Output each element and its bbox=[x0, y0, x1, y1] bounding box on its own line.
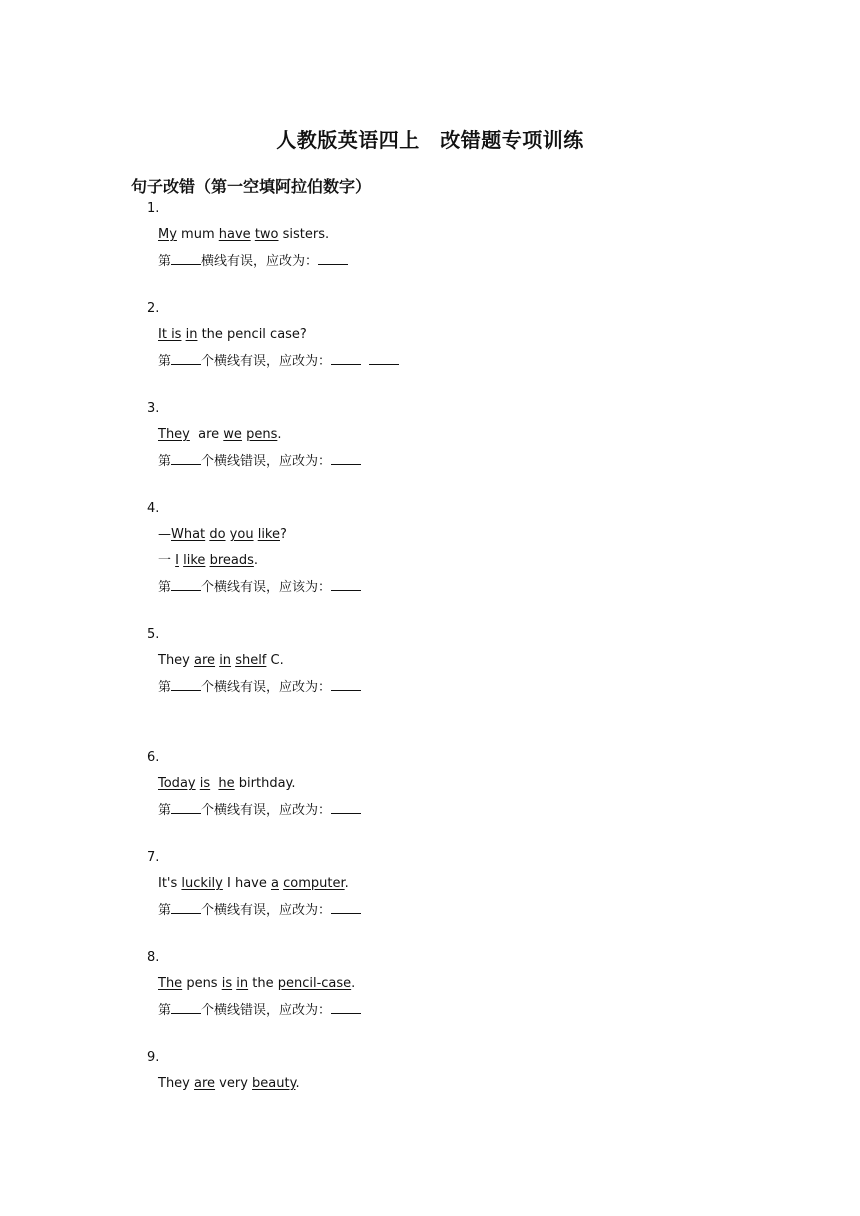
answer-prompt bbox=[158, 252, 348, 270]
correction-blank[interactable] bbox=[331, 1001, 361, 1014]
answer-instruction: 个横线有误，应改为： bbox=[201, 903, 332, 918]
answer-prompt bbox=[158, 1001, 361, 1019]
underlined-word: have bbox=[218, 227, 251, 242]
question-item bbox=[147, 500, 361, 596]
answer-instruction: 个横线有误，应改为： bbox=[201, 680, 332, 695]
underlined-word: luckily bbox=[181, 876, 223, 891]
question-number: 7. bbox=[147, 850, 160, 865]
sentence-text: . bbox=[344, 876, 349, 891]
sentence-line bbox=[158, 326, 399, 344]
answer-prompt bbox=[158, 901, 361, 919]
question-item bbox=[147, 400, 361, 470]
sentence-text: the bbox=[248, 976, 278, 991]
underlined-word: pencil-case bbox=[277, 976, 352, 991]
underlined-word: The bbox=[158, 976, 183, 991]
underlined-word: My bbox=[158, 227, 177, 242]
sentence-line bbox=[158, 975, 361, 993]
line-number-blank[interactable] bbox=[171, 678, 201, 691]
correction-blank[interactable] bbox=[331, 578, 361, 591]
question-number: 1. bbox=[147, 201, 160, 216]
sentence-text: the pencil case? bbox=[197, 327, 307, 342]
sentence-line bbox=[158, 552, 361, 570]
answer-prefix: 第 bbox=[158, 454, 172, 469]
question-item bbox=[147, 949, 361, 1019]
line-number-blank[interactable] bbox=[171, 801, 201, 814]
sentence-line bbox=[158, 652, 361, 670]
answer-prefix: 第 bbox=[158, 680, 172, 695]
underlined-word: in bbox=[219, 653, 232, 668]
underlined-word: in bbox=[185, 327, 198, 342]
sentence-line bbox=[158, 226, 348, 244]
answer-instruction: 个横线有误，应改为： bbox=[201, 803, 332, 818]
sentence-text: They bbox=[158, 653, 195, 668]
answer-instruction: 个横线错误，应改为： bbox=[201, 1003, 332, 1018]
underlined-word: I bbox=[175, 553, 179, 568]
underlined-word: They bbox=[158, 427, 190, 442]
underlined-word: breads bbox=[209, 553, 254, 568]
answer-prefix: 第 bbox=[158, 803, 172, 818]
question-number: 6. bbox=[147, 750, 160, 765]
underlined-word: you bbox=[229, 527, 254, 542]
answer-prompt bbox=[158, 678, 361, 696]
sentence-line bbox=[158, 426, 361, 444]
question-item bbox=[147, 849, 361, 919]
sentence-line bbox=[158, 875, 361, 893]
sentence-text: 一 bbox=[158, 553, 176, 568]
question-number: 9. bbox=[147, 1050, 160, 1065]
sentence-text: mum bbox=[176, 227, 219, 242]
answer-prompt bbox=[158, 452, 361, 470]
answer-prompt bbox=[158, 801, 361, 819]
underlined-word: like bbox=[183, 553, 206, 568]
question-number: 2. bbox=[147, 301, 160, 316]
underlined-word: are bbox=[194, 653, 216, 668]
question-item bbox=[147, 200, 348, 270]
underlined-word: we bbox=[223, 427, 242, 442]
correction-blank[interactable] bbox=[331, 452, 361, 465]
sentence-text: are bbox=[189, 427, 224, 442]
underlined-word: It is bbox=[158, 327, 182, 342]
underlined-word: beauty bbox=[252, 1076, 296, 1091]
answer-prefix: 第 bbox=[158, 580, 172, 595]
sentence-text: . bbox=[253, 553, 259, 568]
sentence-text: C. bbox=[266, 653, 284, 668]
sentence-text: sisters. bbox=[278, 227, 330, 242]
correction-blank[interactable] bbox=[331, 801, 361, 814]
sentence-text: very bbox=[215, 1076, 253, 1091]
answer-prefix: 第 bbox=[158, 903, 172, 918]
question-number: 3. bbox=[147, 401, 160, 416]
answer-prefix: 第 bbox=[158, 354, 172, 369]
sentence-text: birthday. bbox=[234, 776, 296, 791]
underlined-word: two bbox=[254, 227, 279, 242]
sentence-text: . bbox=[295, 1076, 300, 1091]
answer-instruction: 个横线错误，应改为： bbox=[201, 454, 332, 469]
line-number-blank[interactable] bbox=[171, 252, 201, 265]
correction-blank[interactable] bbox=[331, 901, 361, 914]
sentence-text: pens bbox=[182, 976, 222, 991]
correction-blank[interactable] bbox=[318, 252, 348, 265]
sentence-text: ? bbox=[280, 527, 287, 542]
line-number-blank[interactable] bbox=[171, 901, 201, 914]
underlined-word: do bbox=[209, 527, 226, 542]
line-number-blank[interactable] bbox=[171, 452, 201, 465]
underlined-word: is bbox=[221, 976, 233, 991]
sentence-text: It's bbox=[158, 876, 182, 891]
section-heading: 句子改错（第一空填阿拉伯数字） bbox=[131, 177, 372, 196]
question-number: 4. bbox=[147, 501, 160, 516]
sentence-text: . bbox=[277, 427, 282, 442]
sentence-text: They bbox=[158, 1076, 195, 1091]
sentence-line bbox=[158, 526, 361, 544]
sentence-text: — bbox=[158, 527, 171, 542]
answer-instruction: 横线有误，应改为： bbox=[201, 254, 319, 269]
underlined-word: pens bbox=[246, 427, 278, 442]
underlined-word: shelf bbox=[235, 653, 267, 668]
underlined-word: are bbox=[194, 1076, 216, 1091]
line-number-blank[interactable] bbox=[171, 1001, 201, 1014]
underlined-word: like bbox=[257, 527, 280, 542]
answer-instruction: 个横线有误，应该为： bbox=[201, 580, 332, 595]
underlined-word: he bbox=[218, 776, 235, 791]
underlined-word: is bbox=[199, 776, 211, 791]
underlined-word: What bbox=[171, 527, 206, 542]
question-item bbox=[147, 626, 361, 696]
sentence-line bbox=[158, 775, 361, 793]
question-number: 8. bbox=[147, 950, 160, 965]
sentence-text: I have bbox=[222, 876, 272, 891]
answer-prompt bbox=[158, 352, 399, 370]
answer-instruction: 个横线有误，应改为： bbox=[201, 354, 332, 369]
sentence-text: . bbox=[351, 976, 356, 991]
sentence-line bbox=[158, 1075, 300, 1093]
question-item bbox=[147, 300, 399, 370]
question-item bbox=[147, 1049, 300, 1093]
line-number-blank[interactable] bbox=[171, 578, 201, 591]
answer-prefix: 第 bbox=[158, 254, 172, 269]
underlined-word: Today bbox=[158, 776, 196, 791]
question-number: 5. bbox=[147, 627, 160, 642]
question-item bbox=[147, 749, 361, 819]
underlined-word: computer bbox=[283, 876, 345, 891]
answer-prompt bbox=[158, 578, 361, 596]
correction-blank[interactable] bbox=[331, 678, 361, 691]
underlined-word: a bbox=[271, 876, 279, 891]
line-number-blank[interactable] bbox=[171, 352, 201, 365]
underlined-word: in bbox=[236, 976, 249, 991]
answer-prefix: 第 bbox=[158, 1003, 172, 1018]
correction-blank[interactable] bbox=[331, 352, 361, 365]
correction-blank[interactable] bbox=[369, 352, 399, 365]
page-title: 人教版英语四上 改错题专项训练 bbox=[276, 128, 584, 152]
